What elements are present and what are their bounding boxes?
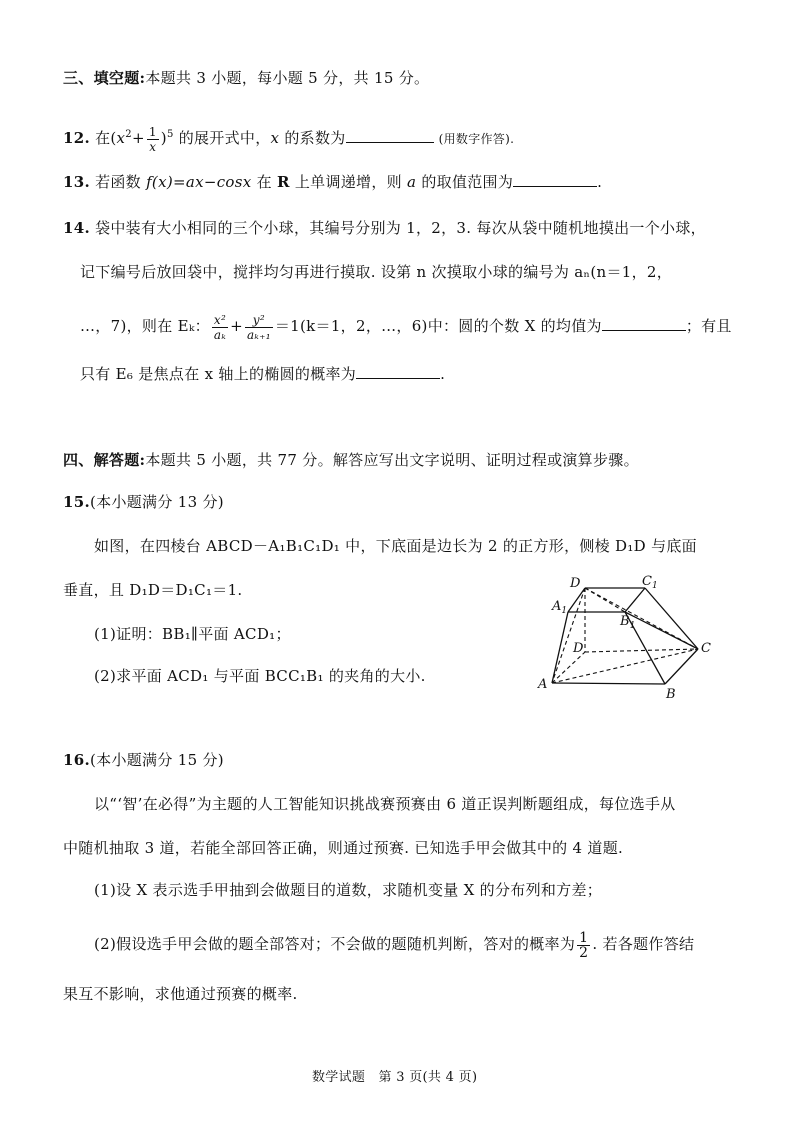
question-16-line-last: 果互不影响，求他通过预赛的概率. <box>63 985 298 1003</box>
q12-plus: + <box>131 129 145 147</box>
section4-heading: 四、解答题:本题共 5 小题，共 77 分。解答应写出文字说明、证明过程或演算步骤。 <box>63 451 639 469</box>
label-D1: D <box>570 576 581 591</box>
question-15-part2: (2)求平面 ACD₁ 与平面 BCC₁B₁ 的夹角的大小. <box>94 667 426 685</box>
q12-text: 的展开式中， <box>178 129 271 147</box>
section3-heading: 三、填空题:本题共 3 小题，每小题 5 分，共 15 分。 <box>63 69 430 87</box>
edge-D1A1 <box>568 588 585 612</box>
q12-note: (用数字作答). <box>438 132 515 146</box>
question-14-line2: 记下编号后放回袋中，搅拌均匀再进行摸取. 设第 n 次摸取小球的编号为 aₙ(n＝1，2， <box>80 263 673 281</box>
q12-paren-open: 在( <box>95 129 117 147</box>
q13-number: 13. <box>63 173 90 191</box>
q12-fraction: $\frac{1}{x}$ <box>148 124 157 154</box>
edge-A1A <box>552 612 568 683</box>
question-15-line1: 如图，在四棱台 ABCD－A₁B₁C₁D₁ 中，下底面是边长为 2 的正方形，侧棱 D₁D 与底面 <box>94 537 697 555</box>
question-14-line3: …，7)，则在 Eₖ： $\frac{\text{x²}}{\text{aₖ}}$ + $\frac{\text{y²}}{\text{aₖ₊₁}}$ ＝1(k＝1，2，…，6)中：圆的个数 X 的均值为 ；有且 <box>80 312 732 342</box>
label-C1: $C_1$ <box>642 574 658 591</box>
label-B1: $B_1$ <box>620 614 636 631</box>
section3-title: 三、填空题 <box>63 69 140 87</box>
q14-number: 14. <box>63 219 90 237</box>
question-15-line2: 垂直，且 D₁D＝D₁C₁＝1. <box>63 581 243 599</box>
question-16-part2: (2)假设选手甲会做的题全部答对；不会做的题随机判断，答对的概率为 $\frac{1}{2}$ . 若各题作答结 <box>94 929 695 961</box>
edge-C1C <box>645 588 698 649</box>
edge-DC <box>585 649 698 652</box>
q14-answer-blank-1[interactable] <box>602 316 686 331</box>
q15-number: 15. <box>63 493 90 511</box>
question-16-part1: (1)设 X 表示选手甲抽到会做题目的道数，求随机变量 X 的分布列和方差； <box>94 881 603 899</box>
q16-number: 16. <box>63 751 90 769</box>
q12-paren-close: ) <box>160 129 167 147</box>
question-16-line1: 以“‘智’在必得”为主题的人工智能知识挑战赛预赛由 6 道正误判断题组成，每位选手从 <box>94 795 676 813</box>
question-14-line1: 14. 袋中装有大小相同的三个小球，其编号分别为 1，2，3. 每次从袋中随机地摸出一个小球， <box>63 219 706 237</box>
q14-answer-blank-2[interactable] <box>356 364 440 379</box>
page-footer: 数学试题 第 3 页(共 4 页) <box>312 1070 478 1085</box>
question-12: 12. 在($x^2+$ $\frac{1}{x}$ )$^5$ 的展开式中，x 的系数为 (用数字作答). <box>63 124 515 154</box>
question-13: 13. 若函数 f(x)=ax−cosx 在 R 上单调递增，则 a 的取值范围为 . <box>63 173 603 191</box>
label-B: B <box>666 687 676 702</box>
q14-fraction-1: $\frac{\text{x²}}{\text{aₖ}}$ <box>213 312 227 342</box>
frustum-figure <box>530 570 720 705</box>
label-C: C <box>701 641 711 656</box>
label-A: A <box>538 677 548 692</box>
section3-desc: 本题共 3 小题，每小题 5 分，共 15 分。 <box>145 69 430 87</box>
label-D: D <box>573 641 584 656</box>
q14-fraction-2: $\frac{\text{y²}}{\text{aₖ₊₁}}$ <box>246 312 271 342</box>
section4-title: 四、解答题 <box>63 451 140 469</box>
edge-B1C1 <box>625 588 645 612</box>
question-14-line4: 只有 E₆ 是焦点在 x 轴上的椭圆的概率为 . <box>80 365 446 383</box>
q16-fraction: $\frac{1}{2}$ <box>579 929 589 961</box>
question-16-line2: 中随机抽取 3 道，若能全部回答正确，则通过预赛. 已知选手甲会做其中的 4 道题. <box>63 839 624 857</box>
q16-score: (本小题满分 15 分) <box>90 751 224 769</box>
q12-x-squared: x <box>116 129 126 147</box>
q13-answer-blank[interactable] <box>513 172 597 187</box>
edge-AB <box>552 683 665 684</box>
question-15-header <box>63 492 224 512</box>
q13-expression: f(x)=ax−cosx <box>146 173 252 191</box>
q12-number: 12. <box>63 129 90 147</box>
section4-desc: 本题共 5 小题，共 77 分。解答应写出文字说明、证明过程或演算步骤。 <box>145 451 639 469</box>
label-A1: $A_1$ <box>552 599 568 616</box>
edge-BC <box>665 649 698 684</box>
q12-power: 5 <box>166 129 174 140</box>
question-16-header <box>63 750 224 770</box>
question-15-part1: (1)证明：BB₁∥平面 ACD₁； <box>94 625 291 643</box>
q12-answer-blank[interactable] <box>346 128 434 143</box>
edge-D1B1 <box>585 588 625 612</box>
q12-text2: 的系数为 <box>284 129 346 147</box>
q15-score: (本小题满分 13 分) <box>90 493 224 511</box>
